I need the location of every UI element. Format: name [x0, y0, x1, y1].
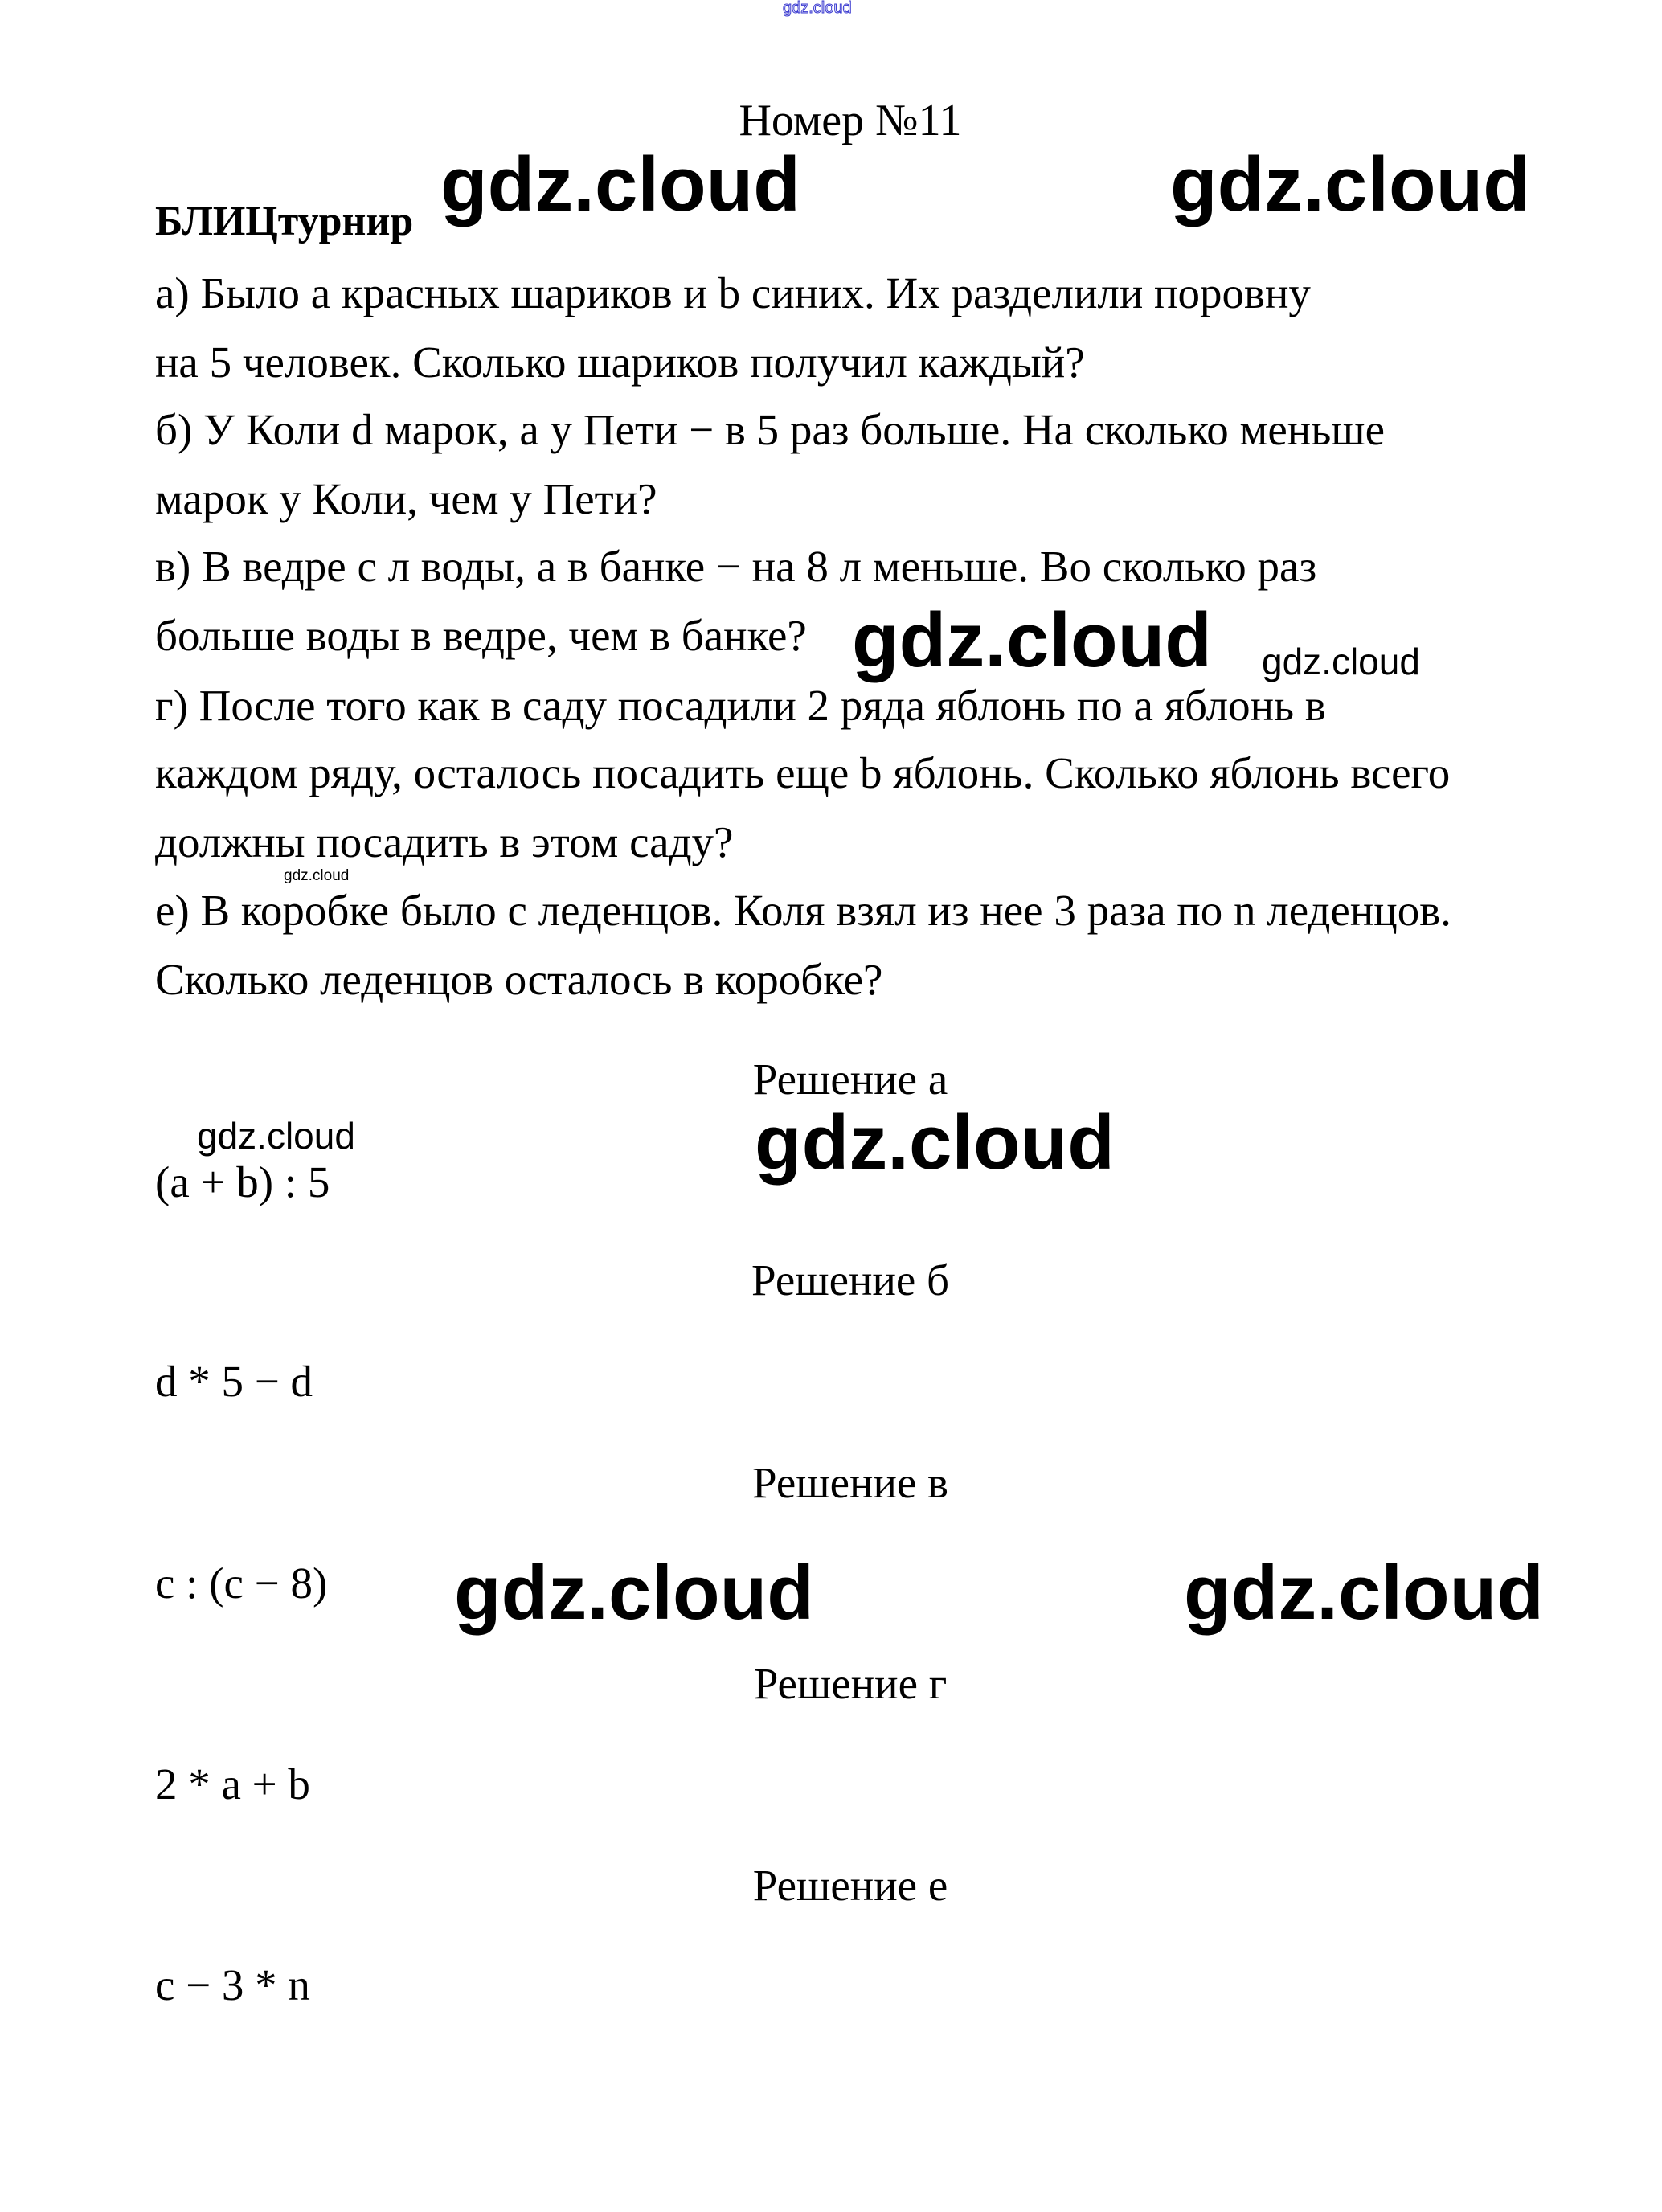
solution-heading: Решение в [751, 1458, 949, 1507]
watermark: gdz.cloud [1184, 1550, 1544, 1636]
problem-line: больше воды в ведре, чем в банке? [155, 611, 807, 660]
solution-heading: Решение б [751, 1256, 950, 1305]
watermark: gdz.cloud [440, 141, 800, 227]
problem-line: е) В коробке было с леденцов. Коля взял из нее 3 раза по n леденцов. [155, 886, 1451, 935]
problem-line: г) После того как в саду посадили 2 ряда яблонь по а яблонь в [155, 681, 1326, 730]
solution-answer: c : (c − 8) [155, 1559, 328, 1608]
problem-line: в) В ведре с л воды, а в банке − на 8 л меньше. Во сколько раз [155, 542, 1317, 591]
watermark: gdz.cloud [197, 1115, 355, 1157]
solution-answer: c − 3 * n [155, 1960, 310, 2009]
watermark: gdz.cloud [454, 1550, 814, 1636]
problem-line: б) У Коли d марок, а у Пети − в 5 раз больше. На сколько меньше [155, 405, 1386, 454]
problem-line: марок у Коли, чем у Пети? [155, 474, 657, 523]
section-subtitle: БЛИЦтурнир [155, 199, 414, 244]
watermark-top: gdz.cloud [783, 0, 852, 17]
watermark: gdz.cloud [284, 867, 350, 884]
problem-line: Сколько леденцов осталось в коробке? [155, 955, 883, 1004]
problem-line: должны посадить в этом саду? [155, 817, 734, 866]
problem-line: а) Было а красных шариков и b синих. Их разделили поровну [155, 268, 1311, 317]
problem-line: на 5 человек. Сколько шариков получил каждый? [155, 338, 1085, 387]
page-title: Номер №11 [739, 96, 962, 145]
solution-heading: Решение а [752, 1055, 948, 1104]
solution-answer: d * 5 − d [155, 1357, 313, 1406]
watermark: gdz.cloud [852, 597, 1212, 683]
solution-answer: (a + b) : 5 [155, 1157, 330, 1206]
problem-line: каждом ряду, осталось посадить еще b яблонь. Сколько яблонь всего [155, 748, 1451, 797]
watermark: gdz.cloud [755, 1100, 1115, 1186]
solution-heading: Решение г [753, 1659, 948, 1708]
solution-answer: 2 * a + b [155, 1759, 310, 1809]
watermark: gdz.cloud [1262, 641, 1420, 682]
watermark: gdz.cloud [1170, 141, 1530, 227]
solution-heading: Решение е [752, 1861, 948, 1910]
